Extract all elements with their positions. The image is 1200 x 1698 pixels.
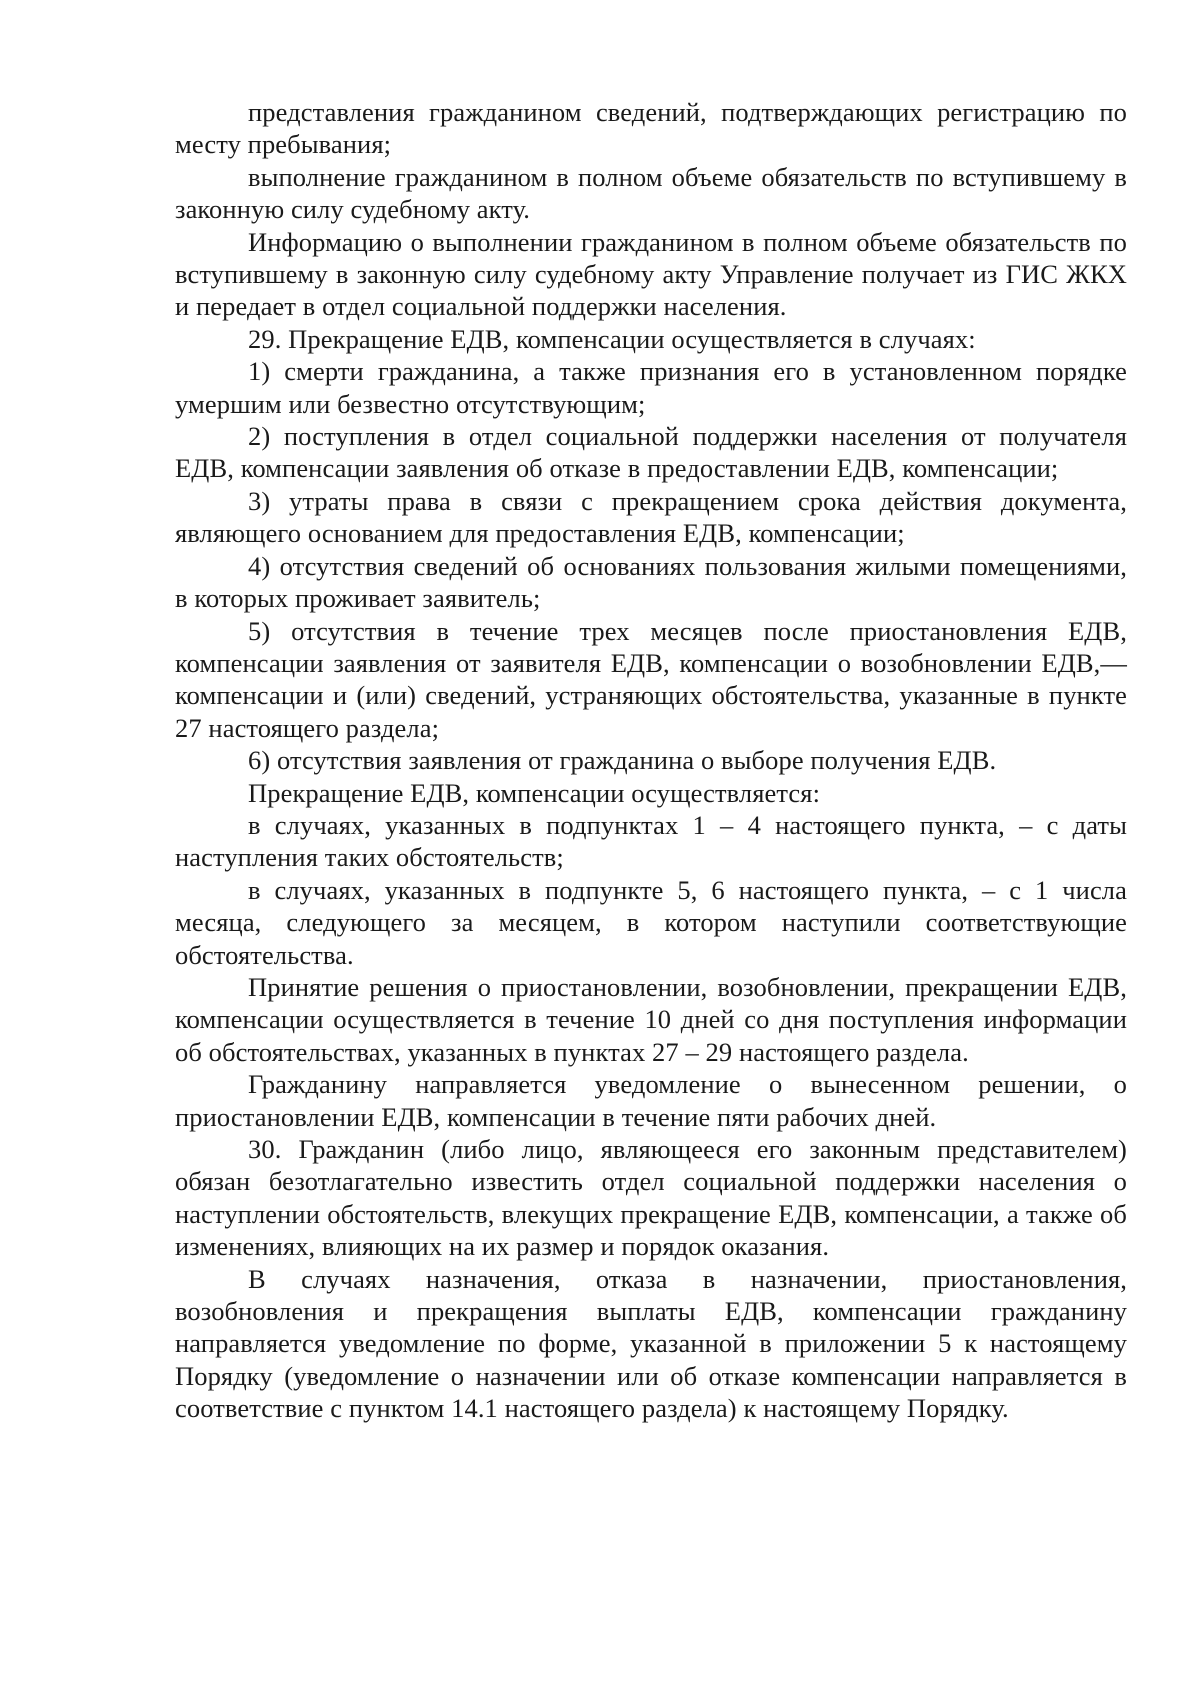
document-page: [175, 96, 1127, 1425]
paragraph: Гражданину направляется уведомление о вынесенном решении, о приостановлении ЕДВ, компенсации в течение пяти рабочих дней.: [175, 1069, 1127, 1132]
paragraph: Принятие решения о приостановлении, возобновлении, прекращении ЕДВ, компенсации осуществляется в течение 10 дней со дня поступления информации об обстоятельствах, указанных в пунктах 27 – 29 настоящего раздела.: [175, 971, 1127, 1067]
paragraph: в случаях, указанных в подпункте 5, 6 настоящего пункта, – с 1 числа месяца, следующего за месяцем, в котором наступили соответствующие обстоятельства.: [175, 874, 1127, 970]
paragraph: выполнение гражданином в полном объеме обязательств по вступившему в законную силу судебному акту.: [175, 161, 1127, 225]
paragraph: представления гражданином сведений, подтверждающих регистрацию по месту пребывания;: [175, 97, 1127, 160]
paragraph: 1) смерти гражданина, а также признания его в установленном порядке умершим или безвестно отсутствующим;: [175, 356, 1127, 419]
paragraph: 3) утраты права в связи с прекращением срока действия документа, являющего основанием для предоставления ЕДВ, компенсации;: [175, 485, 1127, 549]
paragraph: Информацию о выполнении гражданином в полном объеме обязательств по вступившему в законную силу судебному акту Управление получает из ГИС ЖКХ и передает в отдел социальной поддержки населения.: [175, 226, 1127, 322]
paragraph: 30. Гражданин (либо лицо, являющееся его законным представителем) обязан безотлагательно известить отдел социальной поддержки населения о наступлении обстоятельств, влекущих прекращение ЕДВ, компенсации, а также об изменениях, влияющих на их размер и порядок оказания.: [175, 1134, 1127, 1262]
paragraph: 5) отсутствия в течение трех месяцев после приостановления ЕДВ, компенсации заявления от заявителя ЕДВ, компенсации о возобновлении ЕДВ,—компенсации и (или) сведений, устраняющих обстоятельства, указанные в пункте 27 настоящего раздела;: [175, 615, 1127, 743]
paragraph: В случаях назначения, отказа в назначении, приостановления, возобновления и прекращения выплаты ЕДВ, компенсации гражданину направляется уведомление по форме, указанной в приложении 5 к настоящему Порядку (уведомление о назначении или об отказе компенсации направляется в соответствие с пунктом 14.1 настоящего раздела) к настоящему Порядку.: [175, 1263, 1127, 1424]
paragraph: 2) поступления в отдел социальной поддержки населения от получателя ЕДВ, компенсации заявления об отказе в предоставлении ЕДВ, компенсации;: [175, 421, 1127, 484]
paragraph: 29. Прекращение ЕДВ, компенсации осуществляется в случаях:: [248, 323, 976, 354]
paragraph: Прекращение ЕДВ, компенсации осуществляется:: [248, 777, 821, 808]
paragraph: в случаях, указанных в подпунктах 1 – 4 настоящего пункта, – с даты наступления таких обстоятельств;: [175, 809, 1127, 873]
paragraph: 4) отсутствия сведений об основаниях пользования жилыми помещениями, в которых проживает заявитель;: [175, 550, 1127, 614]
paragraph: 6) отсутствия заявления от гражданина о выборе получения ЕДВ.: [248, 745, 997, 776]
